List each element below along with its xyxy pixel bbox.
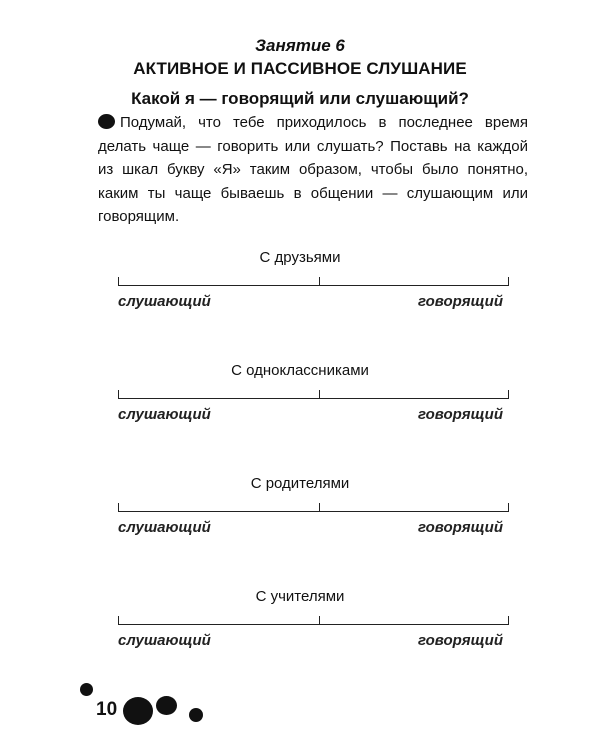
ink-blot-icon — [123, 697, 153, 725]
pole-right-label: говорящий — [418, 293, 503, 310]
scale-tick-right — [508, 390, 509, 398]
pole-left-label: слушающий — [118, 406, 211, 423]
scale-line[interactable] — [118, 285, 509, 286]
page-subtitle: Какой я — говорящий или слушающий? — [131, 89, 469, 108]
pole-right-label: говорящий — [418, 519, 503, 536]
scale-tick-left — [118, 616, 119, 624]
scale-tick-right — [508, 503, 509, 511]
scale-tick-middle — [319, 503, 320, 511]
pole-left-label: слушающий — [118, 519, 211, 536]
scale-line[interactable] — [118, 624, 509, 625]
scale-tick-middle — [319, 616, 320, 624]
pole-right-label: говорящий — [418, 406, 503, 423]
scale-tick-left — [118, 503, 119, 511]
page-number: 10 — [96, 699, 118, 720]
scale-label: С родителями — [250, 475, 350, 492]
scale-label: С друзьями — [259, 249, 341, 266]
scale-tick-left — [118, 390, 119, 398]
scale-classmates — [0, 362, 600, 432]
scale-tick-right — [508, 277, 509, 285]
scale-tick-middle — [319, 390, 320, 398]
scale-label: С учителями — [255, 588, 345, 605]
scale-tick-right — [508, 616, 509, 624]
task-paragraph — [98, 111, 528, 229]
page-title: АКТИВНОЕ И ПАССИВНОЕ СЛУШАНИЕ — [133, 59, 467, 78]
scale-tick-left — [118, 277, 119, 285]
scale-tick-middle — [319, 277, 320, 285]
task-text: Подумай, что тебе приходилось в последнее время делать чаще — говорить или слушать? Поставь на каждой из шкал букву «Я» таким образом, чтобы было понятно, каким ты чаще бываешь в общении — слушающим или говорящим. — [98, 114, 528, 225]
pole-left-label: слушающий — [118, 632, 211, 649]
lesson-number: Занятие 6 — [255, 36, 345, 55]
ink-blot-icon — [80, 683, 93, 696]
scale-friends — [0, 249, 600, 319]
pole-right-label: говорящий — [418, 632, 503, 649]
scale-parents — [0, 475, 600, 545]
scale-line[interactable] — [118, 398, 509, 399]
ink-blot-icon — [189, 708, 203, 722]
pole-left-label: слушающий — [118, 293, 211, 310]
scale-teachers — [0, 588, 600, 658]
scale-line[interactable] — [118, 511, 509, 512]
scale-label: С одноклассниками — [231, 362, 369, 379]
ink-blot-icon — [156, 696, 177, 715]
ink-blot-bullet-icon — [98, 114, 115, 129]
